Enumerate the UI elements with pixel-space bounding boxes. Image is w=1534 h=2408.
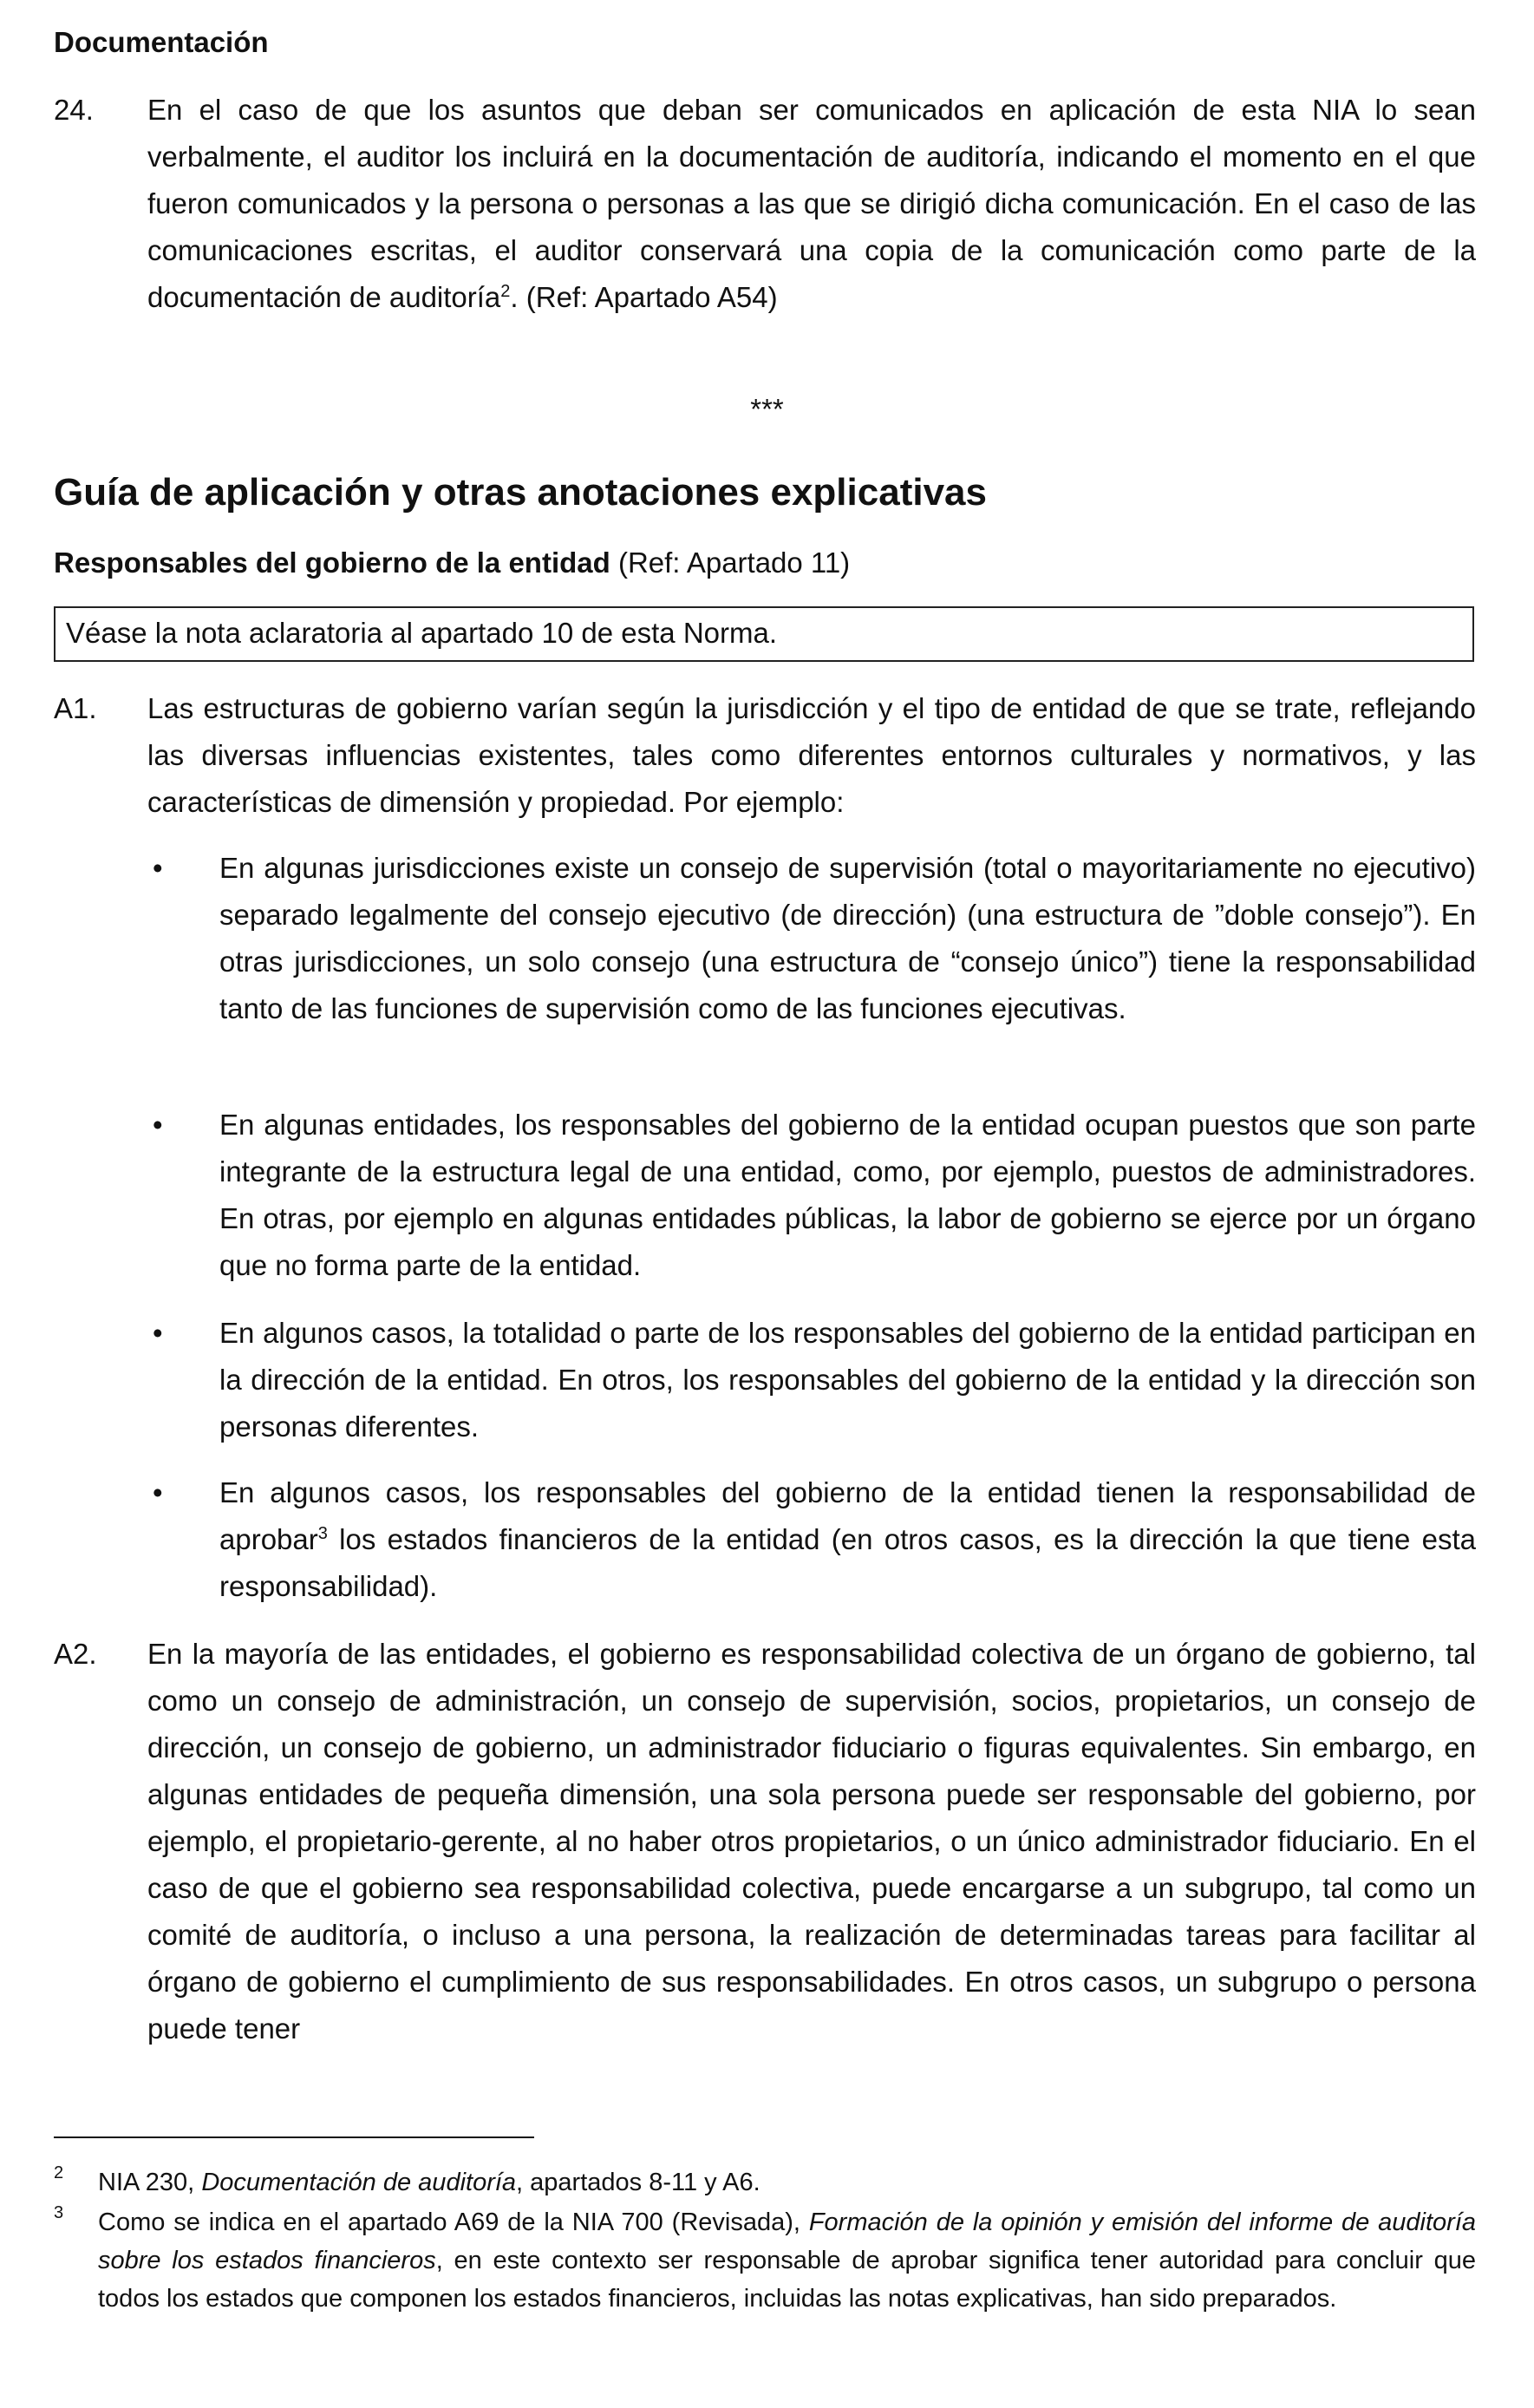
bullet-icon: • bbox=[153, 1476, 163, 1508]
text-segment: . (Ref: Apartado A54) bbox=[510, 281, 778, 313]
section-heading-guia: Guía de aplicación y otras anotaciones explicativas bbox=[54, 471, 987, 514]
footnote-ref-2[interactable]: 2 bbox=[500, 282, 511, 301]
footnote-number: 2 bbox=[54, 2163, 64, 2182]
text-segment: los estados financieros de la entidad (en otros casos, es la dirección la que tiene esta responsabilidad). bbox=[219, 1523, 1476, 1602]
footnote-ref-3[interactable]: 3 bbox=[317, 1524, 328, 1543]
subheading bbox=[54, 540, 850, 586]
bullet-icon: • bbox=[153, 1317, 163, 1349]
bullet-item bbox=[219, 1469, 1476, 1610]
text-segment: En el caso de que los asuntos que deban ser comunicados en aplicación de esta NIA lo sean verbalmente, el auditor los incluirá en la documentación de auditoría, indicando el momento en el que fueron comunicados y la persona o personas a las que se dirigió dicha comunicación. En el caso de las comunicaciones escritas, el auditor conservará una copia de la comunicación como parte de la documentación de auditoría bbox=[147, 94, 1476, 313]
text-segment: En algunos casos, los responsables del gobierno de la entidad tienen la responsabilidad de aprobar bbox=[219, 1476, 1476, 1555]
bullet-item: En algunos casos, la totalidad o parte de los responsables del gobierno de la entidad participan en la dirección de la entidad. En otros, los responsables del gobierno de la entidad y la dirección son personas diferentes. bbox=[219, 1317, 1476, 1443]
separator: *** bbox=[750, 393, 784, 425]
paragraph-number: A2. bbox=[54, 1638, 97, 1670]
footnote-text bbox=[98, 2203, 1476, 2318]
bullet-item: En algunas jurisdicciones existe un consejo de supervisión (total o mayoritariamente no ejecutivo) separado legalmente del consejo ejecutivo (de dirección) (una estructura de ”doble consejo”). En otras jurisdicciones, un solo consejo (una estructura de “consejo único”) tiene la responsabilidad tanto de las funciones de supervisión como de las funciones ejecutivas. bbox=[219, 852, 1476, 1024]
paragraph-number: A1. bbox=[54, 692, 97, 724]
paragraph-text bbox=[147, 87, 1476, 321]
cited-title: Formación de la opinión y emisión del informe de auditoría sobre los estados financieros bbox=[98, 2208, 1477, 2274]
text-segment: , en este contexto ser responsable de aprobar significa tener autoridad para concluir que todos los estados que componen los estados financieros, incluidas las notas explicativas, han sido preparados. bbox=[98, 2247, 1476, 2313]
paragraph-text: En la mayoría de las entidades, el gobierno es responsabilidad colectiva de un órgano de gobierno, tal como un consejo de administración, un consejo de supervisión, socios, propietarios, un consejo de dirección, un consejo de gobierno, un administrador fiduciario o figuras equivalentes. Sin embargo, en algunas entidades de pequeña dimensión, una sola persona puede ser responsable del gobierno, por ejemplo, el propietario-gerente, al no haber otros propietarios, o un único administrador fiduciario. En el caso de que el gobierno sea responsabilidad colectiva, puede encargarse a un subgrupo, tal como un comité de auditoría, o incluso a una persona, la realización de determinadas tareas para facilitar al órgano de gobierno el cumplimiento de sus responsabilidades. En otros casos, un subgrupo o persona puede tener bbox=[147, 1638, 1476, 2045]
bullet-item: En algunas entidades, los responsables del gobierno de la entidad ocupan puestos que son parte integrante de la estructura legal de una entidad, como, por ejemplo, puestos de administradores. En otras, por ejemplo en algunas entidades públicas, la labor de gobierno se ejerce por un órgano que no forma parte de la entidad. bbox=[219, 1109, 1476, 1281]
footnote-text bbox=[98, 2163, 1476, 2202]
text-segment: NIA 230, bbox=[98, 2169, 202, 2196]
subheading-title: Responsables del gobierno de la entidad bbox=[54, 546, 610, 579]
text-segment: , apartados 8-11 y A6. bbox=[516, 2169, 760, 2196]
footnote-divider bbox=[54, 2136, 534, 2138]
subheading-ref: (Ref: Apartado 11) bbox=[610, 546, 851, 579]
bullet-icon: • bbox=[153, 1109, 163, 1141]
section-heading-documentacion: Documentación bbox=[54, 26, 269, 58]
text-segment: Como se indica en el apartado A69 de la NIA 700 (Revisada), bbox=[98, 2208, 809, 2236]
cited-title: Documentación de auditoría bbox=[201, 2169, 517, 2196]
paragraph-number: 24. bbox=[54, 94, 94, 126]
paragraph-text: Las estructuras de gobierno varían según la jurisdicción y el tipo de entidad de que se trate, reflejando las diversas influencias existentes, tales como diferentes entornos culturales y normativos, y las características de dimensión y propiedad. Por ejemplo: bbox=[147, 692, 1476, 818]
note-box: Véase la nota aclaratoria al apartado 10 de esta Norma. bbox=[54, 606, 1474, 662]
footnote-number: 3 bbox=[54, 2203, 64, 2222]
bullet-icon: • bbox=[153, 852, 163, 884]
